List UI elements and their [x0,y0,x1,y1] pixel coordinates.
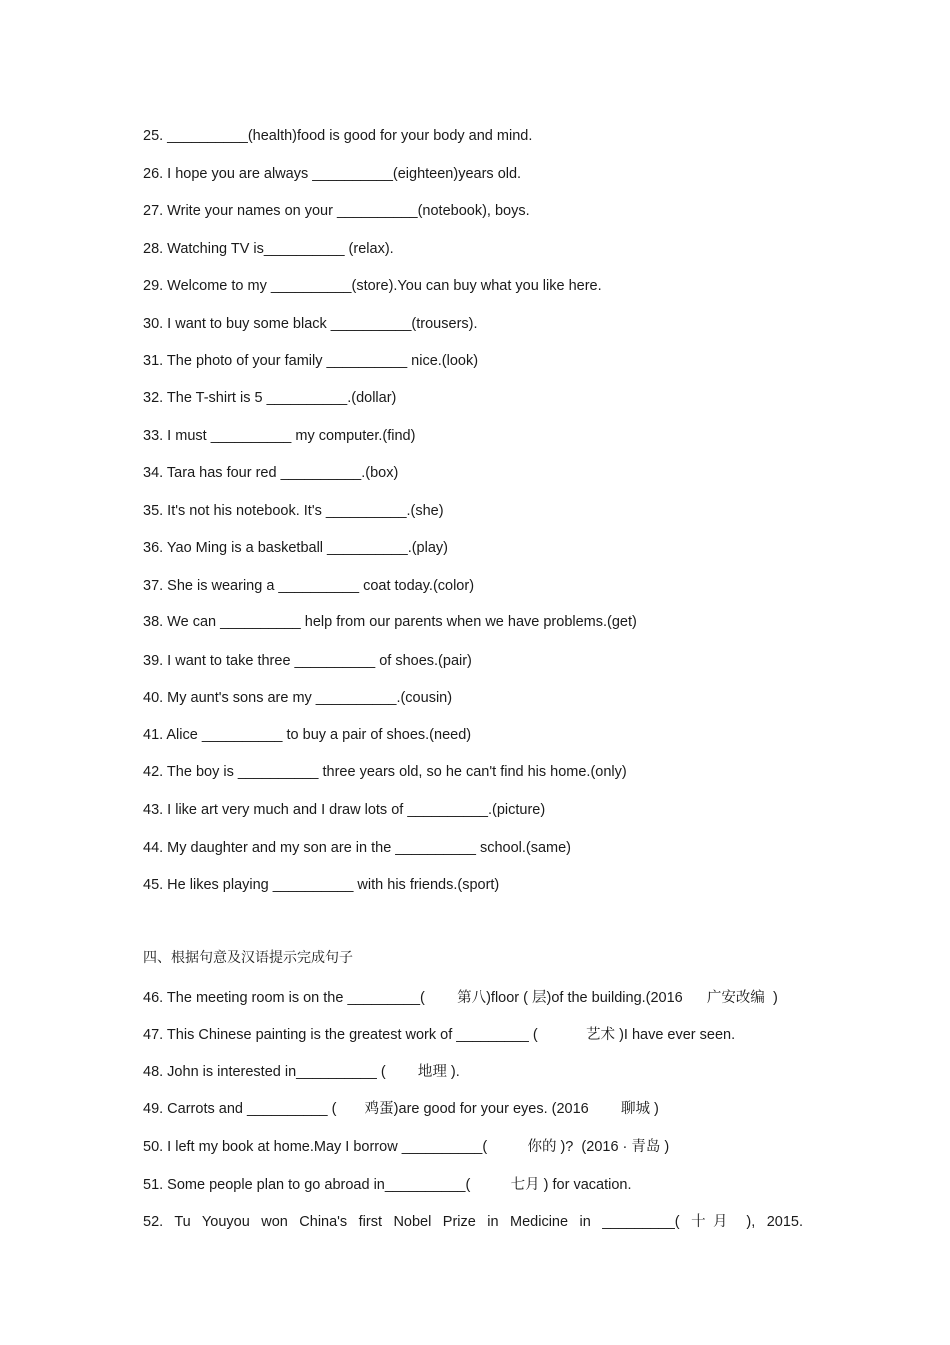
exercise-item-32: 32. The T-shirt is 5 __________.(dollar) [143,390,397,406]
exercise-item-35: 35. It's not his notebook. It's __________.(she) [143,503,444,519]
exercise-item-51: 51. Some people plan to go abroad in__________( 七月 ) for vacation. [143,1177,632,1193]
exercise-item-43: 43. I like art very much and I draw lots of __________.(picture) [143,802,546,818]
exercise-item-37: 37. She is wearing a __________ coat today.(color) [143,578,475,594]
exercise-item-27: 27. Write your names on your __________(notebook), boys. [143,203,530,219]
exercise-item-50: 50. I left my book at home.May I borrow __________( 你的 )? (2016 · 青岛 ) [143,1139,670,1155]
exercise-item-33: 33. I must __________ my computer.(find) [143,428,416,444]
exercise-item-36: 36. Yao Ming is a basketball __________.(play) [143,540,448,556]
exercise-item-40: 40. My aunt's sons are my __________.(cousin) [143,690,453,706]
exercise-item-41: 41. Alice __________ to buy a pair of shoes.(need) [143,727,472,743]
exercise-item-42: 42. The boy is __________ three years old, so he can't find his home.(only) [143,764,627,780]
exercise-item-44: 44. My daughter and my son are in the __________ school.(same) [143,840,572,856]
exercise-item-49: 49. Carrots and __________ ( 鸡蛋)are good for your eyes. (2016 聊城 ) [143,1101,659,1117]
exercise-item-46: 46. The meeting room is on the _________( 第八)floor ( 层)of the building.(2016 广安改编 ) [143,990,778,1006]
exercise-item-28: 28. Watching TV is__________ (relax). [143,241,394,257]
exercise-item-26: 26. I hope you are always __________(eighteen)years old. [143,166,522,182]
exercise-item-52: 52. Tu Youyou won China's first Nobel Prize in Medicine in _________( 十月 ), 2015. [143,1214,803,1230]
exercise-item-38: 38. We can __________ help from our parents when we have problems.(get) [143,614,637,630]
exercise-item-48: 48. John is interested in__________ ( 地理 ). [143,1064,460,1080]
exercise-item-47: 47. This Chinese painting is the greatest work of _________ ( 艺术 )I have ever seen. [143,1027,736,1043]
exercise-item-31: 31. The photo of your family __________ nice.(look) [143,353,479,369]
exercise-item-29: 29. Welcome to my __________(store).You can buy what you like here. [143,278,602,294]
section-heading: 四、根据句意及汉语提示完成句子 [143,950,353,966]
exercise-item-25: 25. __________(health)food is good for your body and mind. [143,128,533,144]
exercise-item-34: 34. Tara has four red __________.(box) [143,465,399,481]
exercise-item-45: 45. He likes playing __________ with his friends.(sport) [143,877,500,893]
exercise-item-39: 39. I want to take three __________ of shoes.(pair) [143,653,472,669]
exercise-item-30: 30. I want to buy some black __________(trousers). [143,316,478,332]
